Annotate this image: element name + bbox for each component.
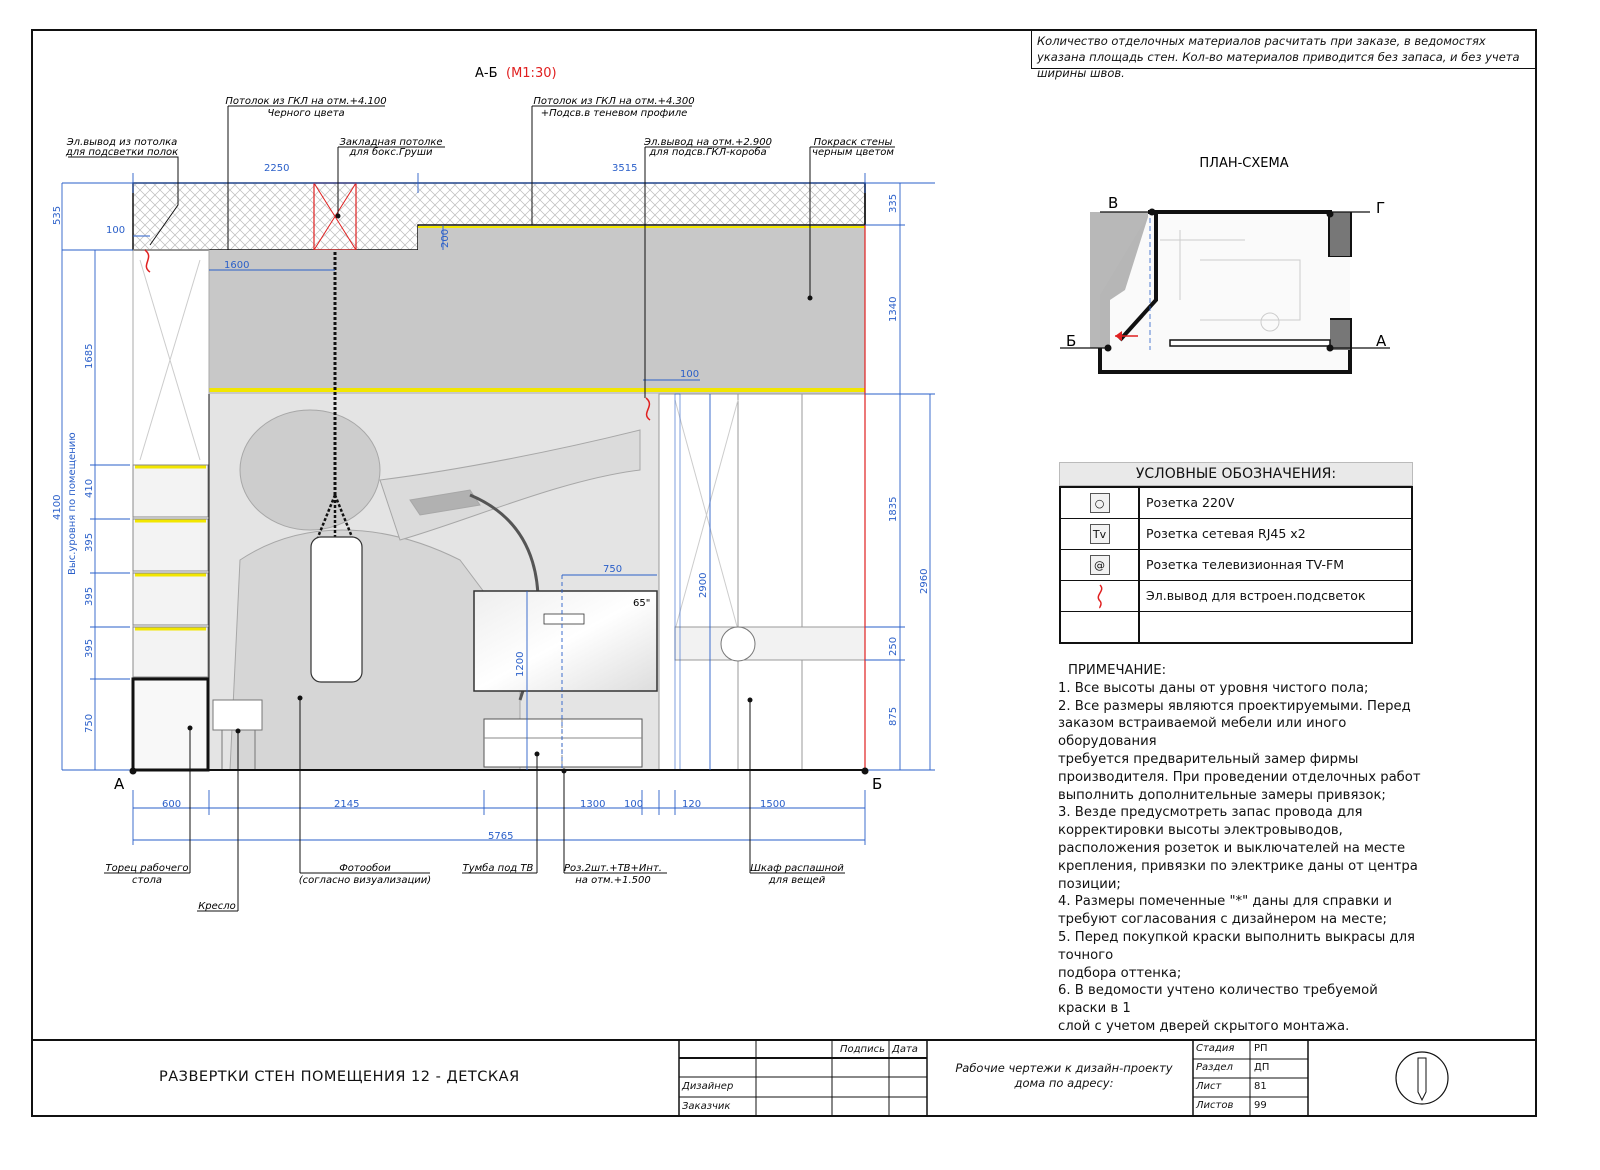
svg-text:1685: 1685 [84, 343, 95, 369]
svg-text:750: 750 [84, 713, 95, 733]
svg-text:Шкаф распашной: Шкаф распашной [750, 863, 844, 874]
legend [1059, 462, 1413, 644]
svg-text:2250: 2250 [264, 163, 290, 174]
note-line: корректировки высоты электровыводов, [1058, 823, 1343, 839]
socket-220-icon: ○ [1090, 493, 1110, 513]
tv-panel [474, 591, 657, 691]
svg-text:А: А [1376, 332, 1387, 350]
corner-b-label: Б [872, 775, 883, 793]
svg-text:Тумба под ТВ: Тумба под ТВ [462, 863, 534, 874]
svg-text:черным цветом: черным цветом [812, 147, 894, 158]
svg-text:Покраск стены: Покраск стены [813, 137, 893, 148]
note-line: подбора оттенка; [1058, 965, 1182, 981]
svg-text:100: 100 [680, 369, 700, 380]
legend-row: Эл.вывод для встроен.подсветок [1061, 581, 1411, 612]
svg-text:2900: 2900 [698, 572, 709, 598]
svg-text:Фотообои: Фотообои [339, 863, 391, 874]
stamp: РАЗВЕРТКИ СТЕН ПОМЕЩЕНИЯ 12 - ДЕТСКАЯ Подпись Дата Дизайнер Заказчик Рабочие чертежи к дизайн-проекту дома по адресу: Стадия РП Раздел ДП Лист 81 Листов 99 [159, 1043, 1270, 1112]
notes [1058, 662, 1428, 1036]
svg-text:Торец рабочего: Торец рабочего [105, 863, 189, 874]
note-line: 6. В ведомости учтено количество требуемой краски в 1 [1058, 983, 1378, 1017]
plan-scheme [1060, 209, 1390, 373]
svg-text:Роз.2шт.+ТВ+Инт.: Роз.2шт.+ТВ+Инт. [564, 863, 662, 874]
svg-text:Кресло: Кресло [198, 901, 236, 912]
svg-text:Эл.вывод на отм.+2.900: Эл.вывод на отм.+2.900 [644, 137, 772, 148]
svg-text:410: 410 [84, 478, 95, 498]
desk-end [133, 679, 208, 770]
svg-text:Выс.уровня по помещению: Выс.уровня по помещению [67, 432, 78, 575]
svg-text:для вещей: для вещей [768, 875, 826, 886]
svg-text:600: 600 [162, 799, 182, 810]
svg-text:на отм.+1.500: на отм.+1.500 [575, 875, 651, 886]
sheet-title: РАЗВЕРТКИ СТЕН ПОМЕЩЕНИЯ 12 - ДЕТСКАЯ [159, 1069, 520, 1085]
svg-text:Г: Г [1376, 199, 1386, 217]
top-note: Количество отделочных материалов расчитать при заказе, в ведомостях указана площадь стен. Кол-во материалов приводится без запаса, и без учета ширины швов. [1031, 31, 1537, 69]
svg-text:100: 100 [624, 799, 644, 810]
svg-text:1500: 1500 [760, 799, 786, 810]
svg-text:+Подсв.в теневом профиле: +Подсв.в теневом профиле [540, 108, 688, 119]
svg-text:875: 875 [888, 706, 899, 726]
note-line: 2. Все размеры являются проектируемыми. Перед [1058, 698, 1411, 714]
svg-text:4100: 4100 [52, 494, 63, 520]
svg-text:200: 200 [440, 228, 451, 248]
svg-text:Потолок из ГКЛ на отм.+4.300: Потолок из ГКЛ на отм.+4.300 [533, 96, 695, 107]
svg-text:3515: 3515 [612, 163, 638, 174]
note-line: требуют согласования с дизайнером на месте; [1058, 912, 1387, 928]
note-line: требуется предварительный замер фирмы [1058, 751, 1359, 767]
svg-text:для подсв.ГКЛ-короба: для подсв.ГКЛ-короба [649, 147, 767, 158]
note-line: крепления, привязки по электрике даны от центра [1058, 858, 1418, 874]
svg-text:1835: 1835 [888, 496, 899, 522]
socket-tv-icon: @ [1090, 555, 1110, 575]
svg-text:Б: Б [1066, 332, 1077, 350]
svg-text:250: 250 [888, 636, 899, 656]
note-line: расположения розеток и выключателей на месте [1058, 840, 1406, 856]
note-line: заказом встраиваемой мебели или иного оборудования [1058, 716, 1347, 750]
svg-text:2960: 2960 [919, 568, 930, 594]
svg-text:В: В [1108, 194, 1119, 212]
notes-title: ПРИМЕЧАНИЕ: [1068, 663, 1167, 678]
svg-text:для бокс.Груши: для бокс.Груши [349, 147, 433, 158]
note-line: выполнить дополнительные замеры привязок; [1058, 787, 1386, 803]
svg-text:65": 65" [633, 598, 651, 609]
svg-text:(согласно визуализации): (согласно визуализации) [298, 875, 432, 886]
note-line: позиции; [1058, 876, 1121, 892]
plan-title: ПЛАН-СХЕМА [1199, 156, 1289, 171]
note-line: 4. Размеры помеченные "*" даны для справки и [1058, 894, 1392, 910]
svg-text:1600: 1600 [224, 260, 250, 271]
painted-wall [209, 250, 865, 394]
svg-text:335: 335 [888, 193, 899, 213]
svg-text:395: 395 [84, 638, 95, 658]
svg-text:Закладная потолке: Закладная потолке [339, 137, 443, 148]
svg-text:100: 100 [106, 225, 126, 236]
project-caption: Рабочие чертежи к дизайн-проекту дома по адресу: [955, 1061, 1173, 1090]
legend-row: @ Розетка телевизионная TV-FM [1061, 550, 1411, 581]
note-line: слой с учетом дверей скрытого монтажа. [1058, 1018, 1350, 1034]
elevation-scale: (М1:30) [506, 66, 557, 81]
tv-stand [484, 719, 642, 767]
corner-a-label: А [114, 775, 125, 793]
svg-text:1200: 1200 [515, 651, 526, 677]
light-outlet-icon [1090, 583, 1110, 609]
note-line: 5. Перед покупкой краски выполнить выкрасы для точного [1058, 929, 1415, 963]
note-line: 3. Везде предусмотреть запас провода для [1058, 805, 1363, 821]
svg-text:750: 750 [603, 564, 623, 575]
legend-title: УСЛОВНЫЕ ОБОЗНАЧЕНИЯ: [1059, 462, 1413, 486]
legend-row: ○ Розетка 220V [1061, 488, 1411, 519]
svg-text:120: 120 [682, 799, 702, 810]
svg-text:5765: 5765 [488, 831, 514, 842]
socket-rj45-icon: Tv [1090, 524, 1110, 544]
svg-text:для подсветки полок: для подсветки полок [65, 147, 179, 158]
legend-row [1061, 612, 1411, 642]
svg-text:395: 395 [84, 532, 95, 552]
svg-text:1300: 1300 [580, 799, 606, 810]
svg-text:Черного цвета: Черного цвета [267, 108, 345, 119]
svg-text:535: 535 [52, 205, 63, 225]
note-line: производителя. При проведении отделочных работ [1058, 769, 1421, 785]
svg-text:2145: 2145 [334, 799, 360, 810]
svg-text:стола: стола [132, 875, 162, 886]
note-line: 1. Все высоты даны от уровня чистого пола; [1058, 680, 1369, 696]
elevation-title: А-Б [475, 66, 498, 81]
svg-text:395: 395 [84, 586, 95, 606]
svg-text:Эл.вывод из потолка: Эл.вывод из потолка [66, 137, 178, 148]
svg-text:1340: 1340 [888, 296, 899, 322]
legend-row: Tv Розетка сетевая RJ45 x2 [1061, 519, 1411, 550]
svg-text:Потолок из ГКЛ на отм.+4.100: Потолок из ГКЛ на отм.+4.100 [225, 96, 387, 107]
punching-bag [311, 537, 362, 682]
